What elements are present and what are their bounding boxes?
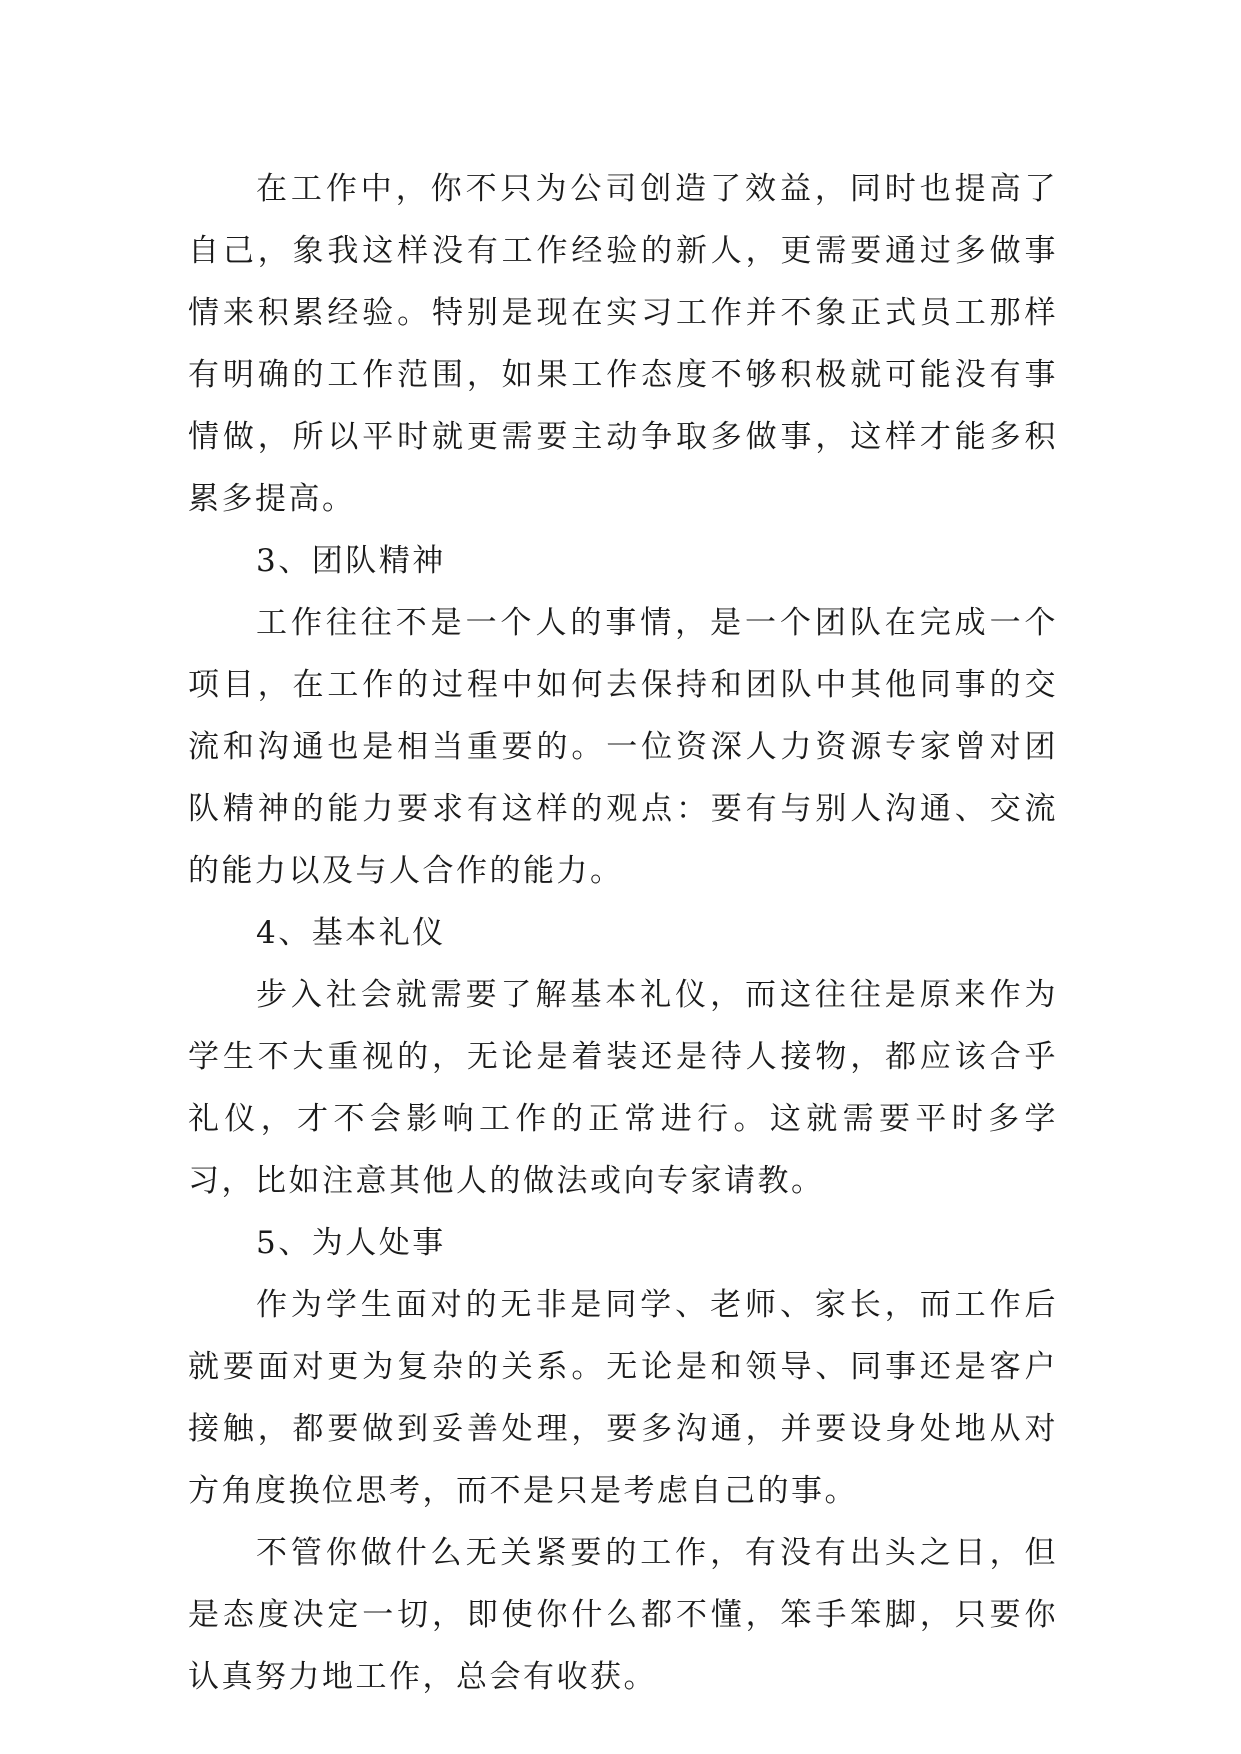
paragraph-conduct: 作为学生面对的无非是同学、老师、家长，而工作后就要面对更为复杂的关系。无论是和领导、同事还是客户接触，都要做到妥善处理，要多沟通，并要设身处地从对方角度换位思考，而不是只是考虑自己的事。 [188, 1287, 1058, 1509]
heading-team-spirit: 3、团队精神 [256, 543, 446, 579]
paragraph-team-spirit: 工作往往不是一个人的事情，是一个团队在完成一个项目，在工作的过程中如何去保持和团队中其他同事的交流和沟通也是相当重要的。一位资深人力资源专家曾对团队精神的能力要求有这样的观点：要有与别人沟通、交流的能力以及与人合作的能力。 [188, 605, 1058, 889]
paragraph-work-value: 在工作中，你不只为公司创造了效益，同时也提高了自己，象我这样没有工作经验的新人，更需要通过多做事情来积累经验。特别是现在实习工作并不象正式员工那样有明确的工作范围，如果工作态度不够积极就可能没有事情做，所以平时就更需要主动争取多做事，这样才能多积累多提高。 [188, 171, 1058, 517]
heading-basic-etiquette: 4、基本礼仪 [256, 915, 446, 951]
heading-conduct: 5、为人处事 [256, 1225, 446, 1261]
document-page [188, 158, 1058, 1708]
paragraph-basic-etiquette: 步入社会就需要了解基本礼仪，而这往往是原来作为学生不大重视的，无论是着装还是待人接物，都应该合乎礼仪，才不会影响工作的正常进行。这就需要平时多学习，比如注意其他人的做法或向专家请教。 [188, 977, 1058, 1199]
paragraph-attitude: 不管你做什么无关紧要的工作，有没有出头之日，但是态度决定一切，即使你什么都不懂，笨手笨脚，只要你认真努力地工作，总会有收获。 [188, 1535, 1058, 1695]
